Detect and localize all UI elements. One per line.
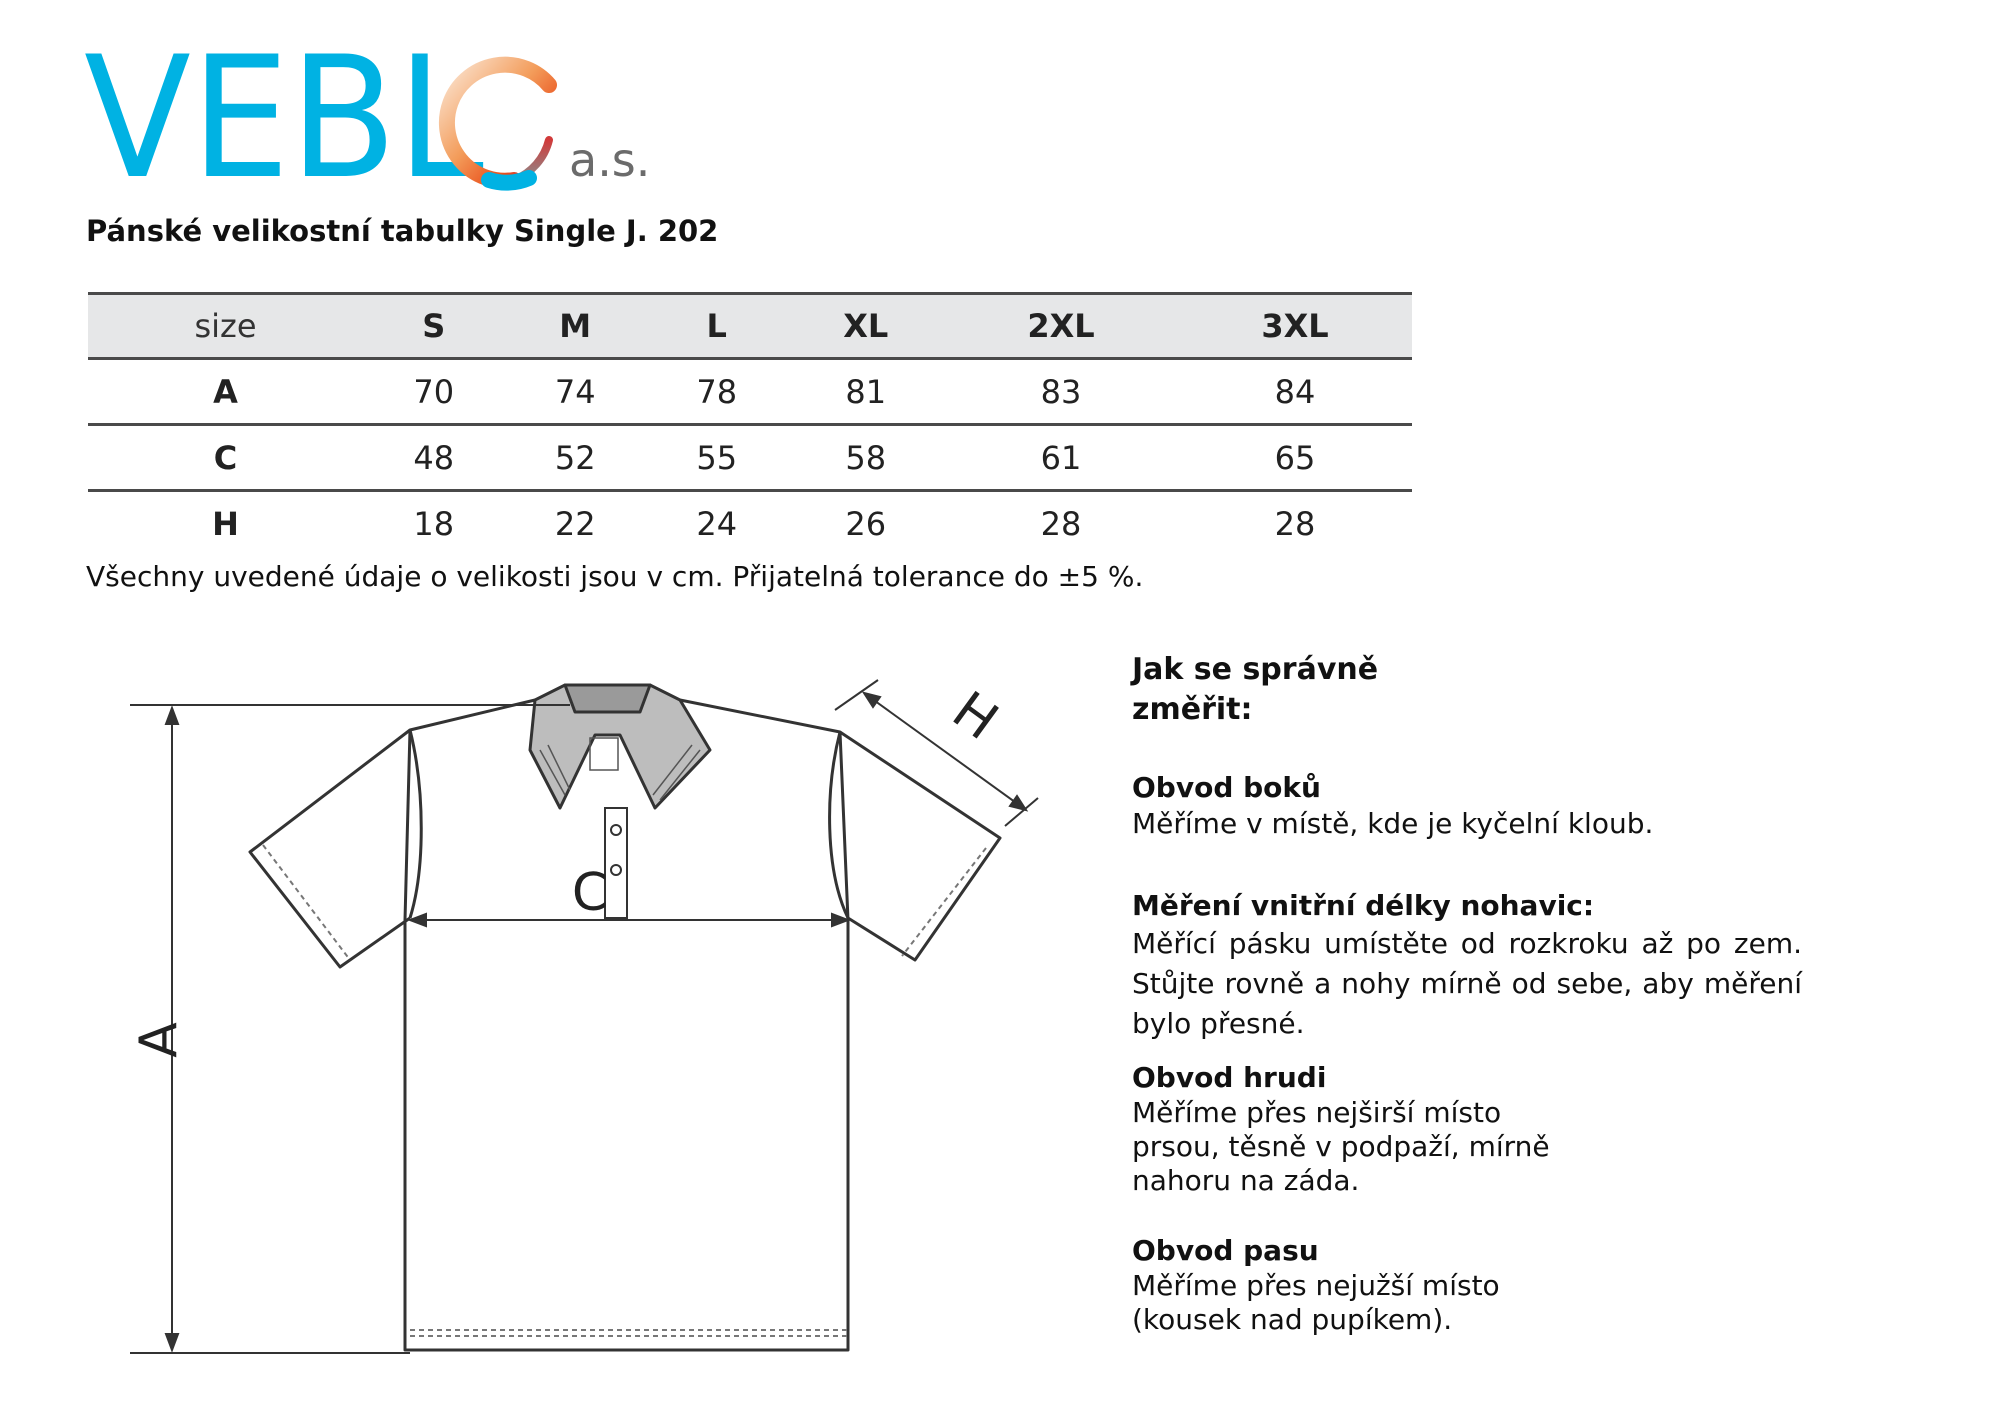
table-cell: 55 <box>646 425 787 491</box>
table-cell: 18 <box>413 505 455 544</box>
instruction-title: Obvod pasu <box>1132 1234 1319 1267</box>
instruction-text: Měříme přes nejširší místo prsou, těsně v podpaží, mírně nahoru na záda. <box>1132 1096 1550 1197</box>
header-size-xl: XL <box>787 294 944 359</box>
instruction-inseam <box>1132 888 1802 1044</box>
shirt-placket <box>605 808 627 918</box>
table-cell: 74 <box>504 359 645 425</box>
label-c: C <box>571 863 609 923</box>
table-cell: 48 <box>363 425 504 491</box>
measure-a <box>130 705 570 1353</box>
instructions-heading: Jak se správně změřit: <box>1132 652 1379 727</box>
measuring-instructions <box>1132 650 1802 1336</box>
shirt-collar <box>530 685 710 808</box>
header-size-label: size <box>88 294 363 359</box>
table-cell: 22 <box>554 505 596 544</box>
row-label-a: A <box>88 359 363 425</box>
size-table <box>88 292 1412 557</box>
table-cell: 58 <box>787 425 944 491</box>
table-cell: 84 <box>1178 359 1412 425</box>
shirt-left-sleeve <box>250 730 410 967</box>
table-cell: 65 <box>1178 425 1412 491</box>
instruction-title: Obvod boků <box>1132 771 1321 804</box>
instruction-title: Měření vnitřní délky nohavic: <box>1132 889 1595 922</box>
shirt-body-outline <box>405 700 848 1350</box>
table-header-row <box>88 294 1412 359</box>
polo-shirt-diagram <box>120 640 1070 1360</box>
row-label-c: C <box>88 425 363 491</box>
header-size-m: M <box>504 294 645 359</box>
logo-brand-text: VEBL <box>84 20 484 216</box>
table-cell: 83 <box>944 359 1178 425</box>
vebloo-logo <box>84 20 664 216</box>
row-label-h: H <box>212 505 239 544</box>
label-h: H <box>941 680 1009 753</box>
measure-c <box>410 914 848 926</box>
instruction-hips <box>1132 770 1802 842</box>
header-size-3xl: 3XL <box>1178 294 1412 359</box>
table-cell: 28 <box>1040 505 1082 544</box>
logo-suffix: a.s. <box>569 133 651 187</box>
page-title: Pánské velikostní tabulky Single J. 202 <box>86 214 719 248</box>
table-row <box>88 359 1412 425</box>
table-row <box>88 491 1412 557</box>
table-cell: 26 <box>845 505 887 544</box>
shirt-right-sleeve <box>840 732 1000 960</box>
table-cell: 78 <box>646 359 787 425</box>
size-note: Všechny uvedené údaje o velikosti jsou v cm. Přijatelná tolerance do ±5 %. <box>86 560 1144 593</box>
header-size-2xl: 2XL <box>944 294 1178 359</box>
instruction-text: Měříme v místě, kde je kyčelní kloub. <box>1132 807 1654 840</box>
table-row <box>88 425 1412 491</box>
header-size-s: S <box>363 294 504 359</box>
instruction-text: Měříme přes nejužší místo (kousek nad pupíkem). <box>1132 1269 1500 1336</box>
instruction-chest <box>1132 1060 1802 1198</box>
instruction-waist <box>1132 1233 1802 1337</box>
table-cell: 24 <box>696 505 738 544</box>
table-cell: 61 <box>944 425 1178 491</box>
instruction-title: Obvod hrudi <box>1132 1061 1327 1094</box>
label-a: A <box>129 1022 189 1058</box>
table-cell: 52 <box>504 425 645 491</box>
header-size-l: L <box>646 294 787 359</box>
table-cell: 70 <box>363 359 504 425</box>
table-cell: 28 <box>1274 505 1316 544</box>
table-cell: 81 <box>787 359 944 425</box>
instruction-text: Měřící pásku umístěte od rozkroku až po zem. Stůjte rovně a nohy mírně od sebe, aby měření bylo přesné. <box>1132 927 1802 1040</box>
